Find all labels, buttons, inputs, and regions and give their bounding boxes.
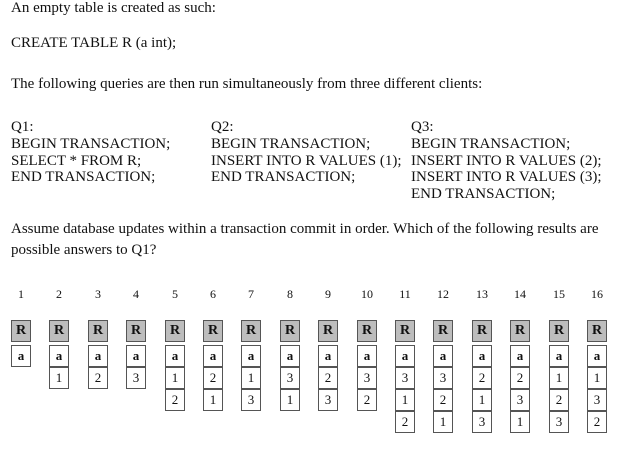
column-name-cell: a (203, 345, 223, 367)
table-name-cell: R (318, 320, 338, 342)
intro-text: An empty table is created as such: (11, 0, 216, 16)
queries-intro: The following queries are then run simultaneously from three different clients: (11, 76, 483, 92)
option-number: 3 (95, 287, 101, 301)
question-line-2: possible answers to Q1? (11, 242, 157, 258)
table-value-cell: 2 (357, 389, 377, 411)
column-name-cell: a (395, 345, 415, 367)
table-name-cell: R (357, 320, 377, 342)
query-line: INSERT INTO R VALUES (2); (411, 152, 602, 169)
column-name-cell: a (280, 345, 300, 367)
table-name-cell: R (510, 320, 530, 342)
column-name-cell: a (357, 345, 377, 367)
table-value-cell: 1 (241, 367, 261, 389)
table-value-cell: 1 (395, 389, 415, 411)
table-value-cell: 2 (318, 367, 338, 389)
question-line-1: Assume database updates within a transaction commit in order. Which of the following results are (11, 221, 599, 237)
table-value-cell: 1 (165, 367, 185, 389)
column-name-cell: a (49, 345, 69, 367)
query-line: BEGIN TRANSACTION; (411, 135, 571, 152)
table-name-cell: R (241, 320, 261, 342)
table-value-cell: 3 (318, 389, 338, 411)
table-name-cell: R (472, 320, 492, 342)
column-name-cell: a (549, 345, 569, 367)
table-value-cell: 2 (395, 411, 415, 433)
column-name-cell: a (88, 345, 108, 367)
table-value-cell: 3 (395, 367, 415, 389)
table-value-cell: 2 (88, 367, 108, 389)
table-value-cell: 3 (433, 367, 453, 389)
column-name-cell: a (11, 345, 31, 367)
table-value-cell: 2 (165, 389, 185, 411)
table-value-cell: 3 (472, 411, 492, 433)
table-value-cell: 2 (472, 367, 492, 389)
query-line: BEGIN TRANSACTION; (11, 135, 171, 152)
option-number: 15 (553, 287, 565, 301)
table-value-cell: 1 (549, 367, 569, 389)
table-value-cell: 1 (587, 367, 607, 389)
table-value-cell: 3 (241, 389, 261, 411)
option-number: 4 (133, 287, 139, 301)
query-label: Q3: (411, 119, 434, 135)
table-value-cell: 2 (433, 389, 453, 411)
table-value-cell: 1 (510, 411, 530, 433)
option-number: 10 (361, 287, 373, 301)
table-name-cell: R (49, 320, 69, 342)
table-value-cell: 1 (49, 367, 69, 389)
option-number: 13 (476, 287, 488, 301)
table-value-cell: 1 (433, 411, 453, 433)
table-name-cell: R (11, 320, 31, 342)
column-name-cell: a (165, 345, 185, 367)
option-number: 5 (172, 287, 178, 301)
table-value-cell: 3 (280, 367, 300, 389)
query-line: END TRANSACTION; (411, 186, 556, 203)
table-value-cell: 3 (126, 367, 146, 389)
create-statement: CREATE TABLE R (a int); (11, 35, 177, 51)
option-number: 8 (287, 287, 293, 301)
query-line: BEGIN TRANSACTION; (211, 135, 371, 152)
option-number: 12 (437, 287, 449, 301)
column-name-cell: a (472, 345, 492, 367)
table-value-cell: 1 (472, 389, 492, 411)
table-name-cell: R (88, 320, 108, 342)
query-label: Q2: (211, 119, 234, 135)
column-name-cell: a (126, 345, 146, 367)
table-value-cell: 3 (510, 389, 530, 411)
option-number: 2 (56, 287, 62, 301)
table-value-cell: 3 (587, 389, 607, 411)
column-name-cell: a (433, 345, 453, 367)
table-name-cell: R (433, 320, 453, 342)
table-name-cell: R (395, 320, 415, 342)
table-value-cell: 2 (549, 389, 569, 411)
option-number: 16 (591, 287, 603, 301)
option-number: 14 (514, 287, 526, 301)
table-value-cell: 2 (203, 367, 223, 389)
table-value-cell: 3 (549, 411, 569, 433)
table-value-cell: 1 (280, 389, 300, 411)
query-label: Q1: (11, 119, 34, 135)
table-name-cell: R (126, 320, 146, 342)
column-name-cell: a (587, 345, 607, 367)
option-number: 1 (18, 287, 24, 301)
query-line: INSERT INTO R VALUES (3); (411, 169, 602, 186)
table-value-cell: 2 (587, 411, 607, 433)
table-name-cell: R (587, 320, 607, 342)
table-value-cell: 1 (203, 389, 223, 411)
query-line: END TRANSACTION; (11, 169, 156, 186)
column-name-cell: a (241, 345, 261, 367)
table-value-cell: 2 (510, 367, 530, 389)
column-name-cell: a (510, 345, 530, 367)
query-line: SELECT * FROM R; (11, 152, 142, 169)
table-name-cell: R (280, 320, 300, 342)
table-name-cell: R (165, 320, 185, 342)
option-number: 11 (399, 287, 411, 301)
table-name-cell: R (203, 320, 223, 342)
column-name-cell: a (318, 345, 338, 367)
table-name-cell: R (549, 320, 569, 342)
table-value-cell: 3 (357, 367, 377, 389)
option-number: 9 (325, 287, 331, 301)
query-line: END TRANSACTION; (211, 169, 356, 186)
query-line: INSERT INTO R VALUES (1); (211, 152, 402, 169)
option-number: 7 (248, 287, 254, 301)
option-number: 6 (210, 287, 216, 301)
